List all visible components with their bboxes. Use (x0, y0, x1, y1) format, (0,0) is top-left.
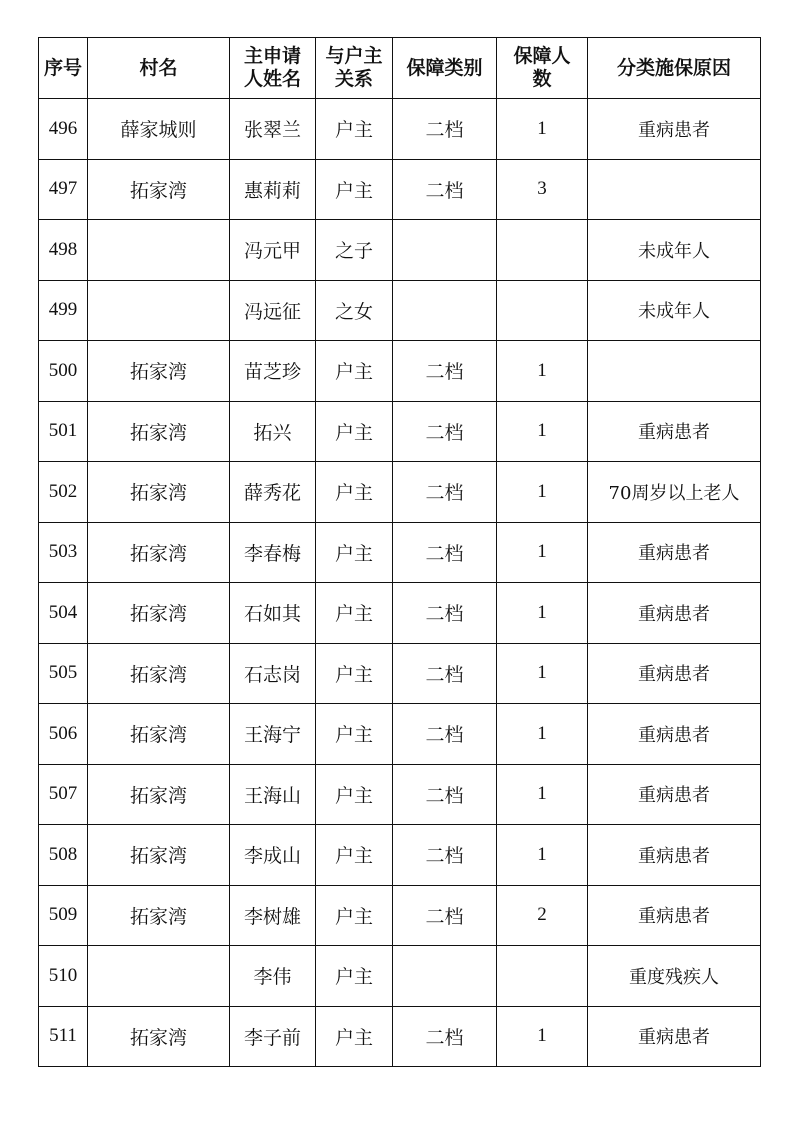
cell-village: 拓家湾 (88, 401, 230, 462)
cell-count: 1 (497, 99, 588, 160)
cell-village: 薛家城则 (88, 99, 230, 160)
assistance-table (38, 37, 761, 1067)
cell-seq: 503 (39, 522, 88, 583)
cell-reason: 未成年人 (588, 280, 761, 341)
cell-category: 二档 (393, 764, 497, 825)
cell-name: 惠莉莉 (230, 159, 316, 220)
cell-village: 拓家湾 (88, 1006, 230, 1067)
cell-category: 二档 (393, 159, 497, 220)
cell-seq: 502 (39, 462, 88, 523)
cell-village (88, 220, 230, 281)
cell-name: 冯元甲 (230, 220, 316, 281)
cell-count: 1 (497, 764, 588, 825)
table-row (39, 1006, 761, 1067)
cell-relation: 户主 (316, 825, 393, 886)
header-row (39, 38, 761, 99)
cell-name: 张翠兰 (230, 99, 316, 160)
cell-seq: 511 (39, 1006, 88, 1067)
cell-relation: 户主 (316, 159, 393, 220)
cell-seq: 506 (39, 704, 88, 765)
header-applicant (230, 38, 316, 99)
cell-seq: 510 (39, 946, 88, 1007)
header-count-line2: 数 (532, 68, 552, 90)
header-relation-line1: 与户主 (325, 45, 383, 67)
cell-relation: 户主 (316, 522, 393, 583)
header-applicant-line1: 主申请 (243, 45, 301, 67)
cell-seq: 497 (39, 159, 88, 220)
cell-village: 拓家湾 (88, 704, 230, 765)
cell-reason: 重病患者 (588, 99, 761, 160)
cell-name: 苗芝珍 (230, 341, 316, 402)
cell-reason (588, 159, 761, 220)
header-relation-line2: 关系 (334, 68, 373, 90)
table-row (39, 280, 761, 341)
header-category: 保障类别 (393, 38, 497, 99)
cell-count: 1 (497, 643, 588, 704)
table-row (39, 583, 761, 644)
cell-name: 石如其 (230, 583, 316, 644)
cell-category: 二档 (393, 1006, 497, 1067)
cell-category: 二档 (393, 825, 497, 886)
cell-village: 拓家湾 (88, 341, 230, 402)
cell-count: 1 (497, 583, 588, 644)
cell-relation: 户主 (316, 1006, 393, 1067)
cell-village (88, 280, 230, 341)
cell-relation: 户主 (316, 583, 393, 644)
cell-village: 拓家湾 (88, 764, 230, 825)
table-row (39, 462, 761, 523)
cell-reason: 重病患者 (588, 1006, 761, 1067)
cell-reason: 重度残疾人 (588, 946, 761, 1007)
cell-name: 冯远征 (230, 280, 316, 341)
table-row (39, 704, 761, 765)
cell-category: 二档 (393, 885, 497, 946)
table-row (39, 946, 761, 1007)
header-seq: 序号 (39, 38, 88, 99)
cell-name: 李春梅 (230, 522, 316, 583)
cell-reason: 重病患者 (588, 522, 761, 583)
cell-seq: 505 (39, 643, 88, 704)
cell-name: 王海山 (230, 764, 316, 825)
cell-seq: 498 (39, 220, 88, 281)
table-row (39, 341, 761, 402)
cell-name: 李成山 (230, 825, 316, 886)
header-count-line1: 保障人 (513, 45, 571, 67)
table-row (39, 885, 761, 946)
cell-count: 1 (497, 462, 588, 523)
cell-relation: 户主 (316, 99, 393, 160)
cell-count (497, 280, 588, 341)
cell-seq: 501 (39, 401, 88, 462)
cell-reason: 重病患者 (588, 643, 761, 704)
cell-seq: 504 (39, 583, 88, 644)
cell-category: 二档 (393, 522, 497, 583)
cell-reason: 未成年人 (588, 220, 761, 281)
cell-reason: 重病患者 (588, 885, 761, 946)
cell-category: 二档 (393, 341, 497, 402)
cell-reason: 重病患者 (588, 825, 761, 886)
cell-relation: 户主 (316, 401, 393, 462)
cell-name: 石志岗 (230, 643, 316, 704)
cell-count: 1 (497, 825, 588, 886)
cell-name: 李伟 (230, 946, 316, 1007)
cell-seq: 496 (39, 99, 88, 160)
cell-village: 拓家湾 (88, 522, 230, 583)
table-row (39, 825, 761, 886)
cell-name: 李树雄 (230, 885, 316, 946)
cell-category: 二档 (393, 99, 497, 160)
cell-category (393, 280, 497, 341)
cell-count: 1 (497, 1006, 588, 1067)
cell-relation: 户主 (316, 885, 393, 946)
header-relation (316, 38, 393, 99)
cell-reason: 70周岁以上老人 (588, 462, 761, 523)
cell-count: 1 (497, 522, 588, 583)
table-row (39, 522, 761, 583)
header-applicant-line2: 人姓名 (243, 68, 301, 90)
cell-seq: 500 (39, 341, 88, 402)
cell-count: 1 (497, 341, 588, 402)
cell-reason (588, 341, 761, 402)
cell-name: 拓兴 (230, 401, 316, 462)
cell-count: 3 (497, 159, 588, 220)
cell-relation: 户主 (316, 341, 393, 402)
cell-relation: 之子 (316, 220, 393, 281)
cell-name: 王海宁 (230, 704, 316, 765)
cell-category: 二档 (393, 462, 497, 523)
cell-relation: 户主 (316, 643, 393, 704)
cell-village: 拓家湾 (88, 462, 230, 523)
cell-village: 拓家湾 (88, 159, 230, 220)
cell-seq: 499 (39, 280, 88, 341)
cell-village: 拓家湾 (88, 643, 230, 704)
table-row (39, 764, 761, 825)
table-row (39, 643, 761, 704)
header-count (497, 38, 588, 99)
cell-relation: 户主 (316, 946, 393, 1007)
cell-seq: 509 (39, 885, 88, 946)
cell-name: 薛秀花 (230, 462, 316, 523)
cell-reason: 重病患者 (588, 704, 761, 765)
cell-category: 二档 (393, 583, 497, 644)
table-row (39, 159, 761, 220)
table-row (39, 220, 761, 281)
cell-category (393, 946, 497, 1007)
cell-category: 二档 (393, 643, 497, 704)
cell-relation: 户主 (316, 462, 393, 523)
cell-reason: 重病患者 (588, 401, 761, 462)
cell-relation: 之女 (316, 280, 393, 341)
cell-count (497, 220, 588, 281)
cell-reason: 重病患者 (588, 583, 761, 644)
header-village: 村名 (88, 38, 230, 99)
table-row (39, 401, 761, 462)
cell-count: 1 (497, 401, 588, 462)
cell-count: 1 (497, 704, 588, 765)
cell-seq: 507 (39, 764, 88, 825)
cell-count (497, 946, 588, 1007)
cell-relation: 户主 (316, 764, 393, 825)
cell-seq: 508 (39, 825, 88, 886)
cell-relation: 户主 (316, 704, 393, 765)
cell-category: 二档 (393, 401, 497, 462)
cell-village (88, 946, 230, 1007)
cell-village: 拓家湾 (88, 825, 230, 886)
cell-category: 二档 (393, 704, 497, 765)
cell-reason: 重病患者 (588, 764, 761, 825)
header-reason: 分类施保原因 (588, 38, 761, 99)
table-row (39, 99, 761, 160)
cell-village: 拓家湾 (88, 583, 230, 644)
cell-count: 2 (497, 885, 588, 946)
cell-category (393, 220, 497, 281)
cell-village: 拓家湾 (88, 885, 230, 946)
cell-name: 李子前 (230, 1006, 316, 1067)
